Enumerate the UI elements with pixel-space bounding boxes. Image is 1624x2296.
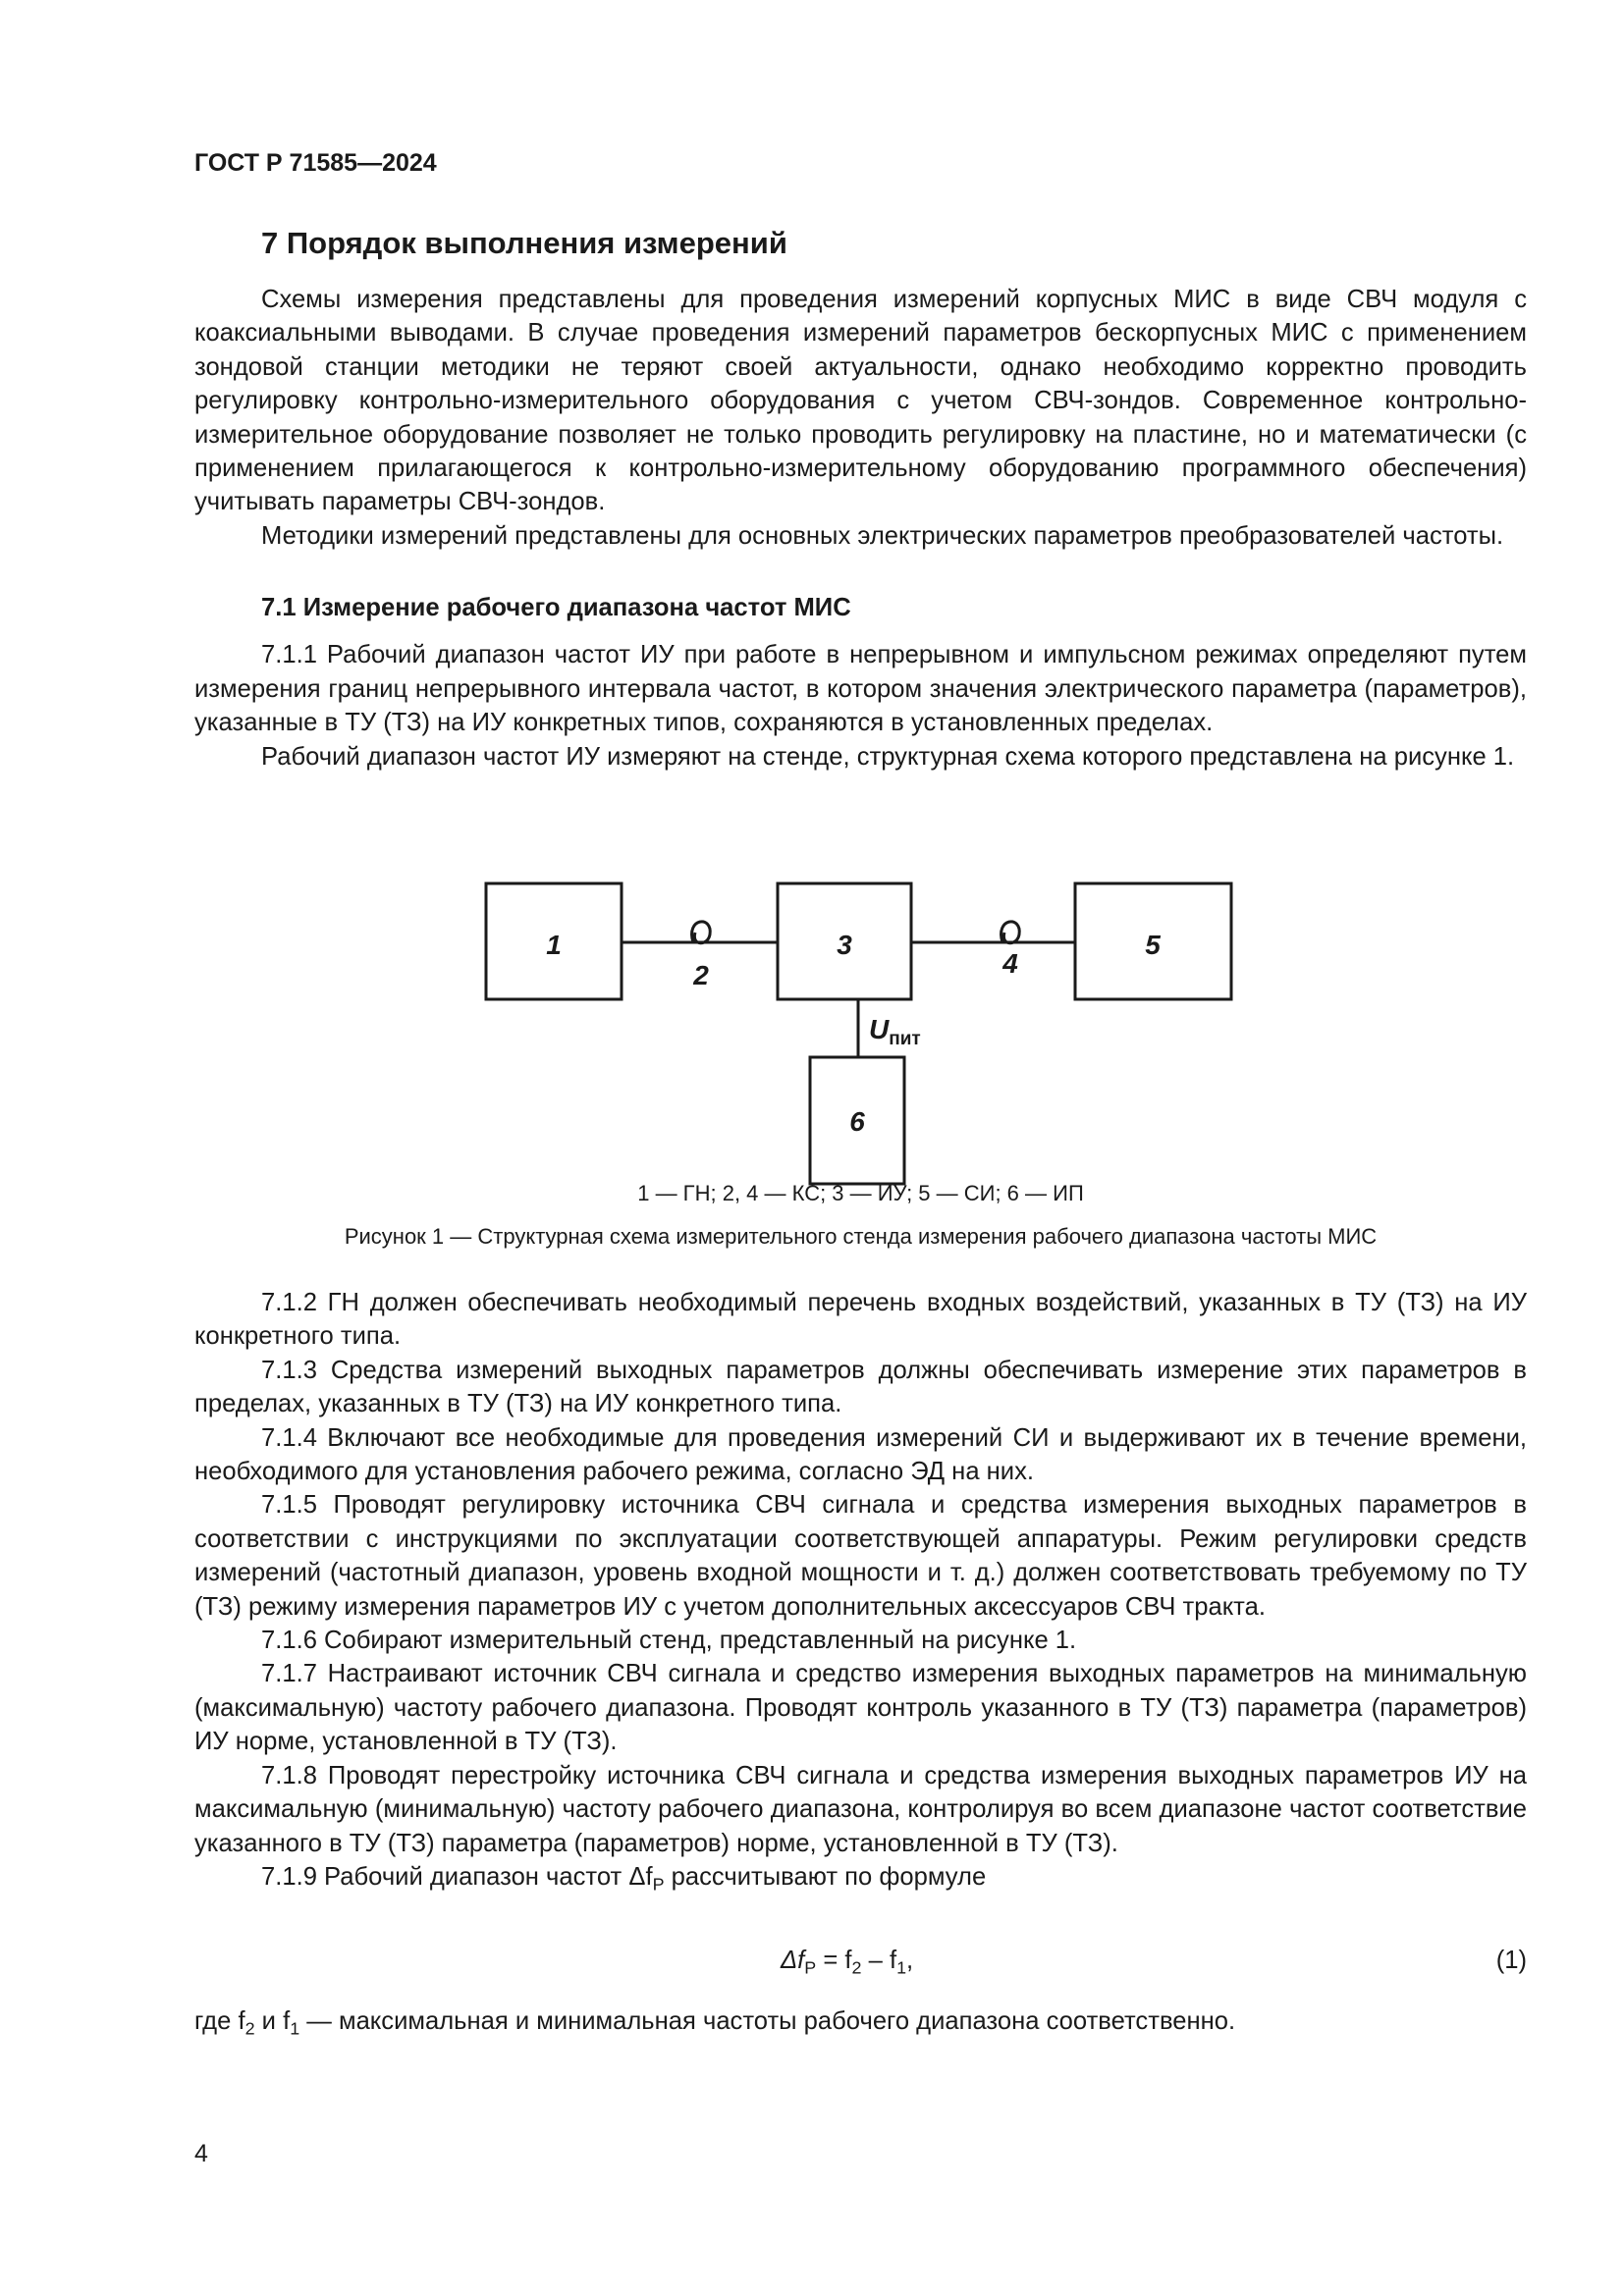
paragraph: Схемы измерения представлены для проведения измерений корпусных МИС в виде СВЧ модуля с коаксиальными выводами. В случае проведения измерений параметров бескорпусных МИС с применением зондовой станции методики не теряют своей актуальности, однако необходимо корректно проводить регулировку контрольно-измерительного оборудования с учетом СВЧ-зондов. Современное контрольно-измерительное оборудование позволяет не только проводить регулировку на пластине, но и математически (с применением прилагающегося к контрольно-измерительному оборудованию программного обеспечения) учитывать параметры СВЧ-зондов. — [194, 286, 1527, 516]
intro-text — [194, 283, 1527, 553]
paragraph: 7.1.1 Рабочий диапазон частот ИУ при работе в непрерывном и импульсном режимах определяют путем измерения границ непрерывного интервала частот, в котором значения электрического параметра (параметров), указанные в ТУ (ТЗ) на ИУ конкретных типов, сохраняются в установленных пределах. — [194, 641, 1527, 737]
formula-number: (1) — [1495, 1947, 1527, 1974]
structure-diagram — [194, 864, 1527, 1188]
subsection-block — [194, 591, 1527, 774]
figure-caption: Рисунок 1 — Структурная схема измерительного стенда измерения рабочего диапазона частоты МИС — [344, 1224, 1378, 1249]
paragraph: 7.1.2 ГН должен обеспечивать необходимый перечень входных воздействий, указанных в ТУ (ТЗ) на ИУ конкретного типа. — [194, 1289, 1527, 1351]
figure-legend: 1 — ГН; 2, 4 — КС; 3 — ИУ; 5 — СИ; 6 — ИП — [637, 1181, 1084, 1205]
connector-2-loop — [692, 922, 711, 943]
block-1-label: 1 — [546, 930, 562, 960]
connector-4-loop — [1001, 922, 1020, 943]
paragraph: 7.1.7 Настраивают источник СВЧ сигнала и средство измерения выходных параметров на минимальную (максимальную) частоту рабочего диапазона. Проводят контроль указанного в ТУ (ТЗ) параметра (параметров) ИУ норме, установленной в ТУ (ТЗ). — [194, 1660, 1527, 1756]
procedure-text — [194, 1286, 1527, 1901]
paragraph: 7.1.9 Рабочий диапазон частот $\Delta f_Р$ рассчитывают по формуле — [261, 1862, 987, 1895]
paragraph: Рабочий диапазон частот ИУ измеряют на стенде, структурная схема которого представлена на рисунке 1. — [261, 742, 1515, 771]
page-number: 4 — [194, 2140, 208, 2167]
block-6-label: 6 — [849, 1106, 865, 1137]
supply-label: $U_{пит}$ — [869, 1014, 921, 1049]
paragraph: Методики измерений представлены для основных электрических параметров преобразователей частоты. — [261, 521, 1504, 550]
block-5-label: 5 — [1145, 930, 1161, 960]
subsection-title: 7.1 Измерение рабочего диапазона частот МИС — [261, 594, 851, 621]
formula-1 — [194, 1947, 1527, 1986]
paragraph: 7.1.8 Проводят перестройку источника СВЧ сигнала и средства измерения выходных параметров ИУ на максимальную (минимальную) частоту рабочего диапазона, контролируя во всем диапазоне частот соответствие указанного в ТУ (ТЗ) параметра (параметров) норме, установленной в ТУ (ТЗ). — [194, 1761, 1527, 1857]
paragraph: 7.1.6 Собирают измерительный стенд, представленный на рисунке 1. — [261, 1627, 1077, 1655]
section-title: 7 Порядок выполнения измерений — [261, 226, 787, 260]
paragraph: 7.1.5 Проводят регулировку источника СВЧ сигнала и средства измерения выходных параметров в соответствии с инструкциями по эксплуатации соответствующей аппаратуры. Режим регулировки средств измерений (частотный диапазон, уровень входной мощности и т. д.) должен соответствовать требуемому по ТУ (ТЗ) режиму измерения параметров ИУ с учетом дополнительных аксессуаров СВЧ тракта. — [194, 1491, 1527, 1621]
connector-2-label: 2 — [693, 960, 709, 990]
formula-explanation: где $f_2$ и $f_1$ — максимальная и минимальная частоты рабочего диапазона соответственно. — [194, 2007, 1236, 2039]
document-header: ГОСТ Р 71585—2024 — [194, 149, 437, 177]
paragraph: 7.1.4 Включают все необходимые для проведения измерений СИ и выдерживают их в течение времени, необходимого для установления рабочего режима, согласно ЭД на них. — [194, 1423, 1527, 1486]
connector-4-label: 4 — [1002, 948, 1018, 979]
block-3-label: 3 — [837, 930, 852, 960]
formula-expression: $\Delta f_Р = f_2 - f_1$, — [781, 1947, 914, 1978]
paragraph: 7.1.3 Средства измерений выходных параметров должны обеспечивать измерение этих параметров в пределах, указанных в ТУ (ТЗ) на ИУ конкретного типа. — [194, 1356, 1527, 1418]
